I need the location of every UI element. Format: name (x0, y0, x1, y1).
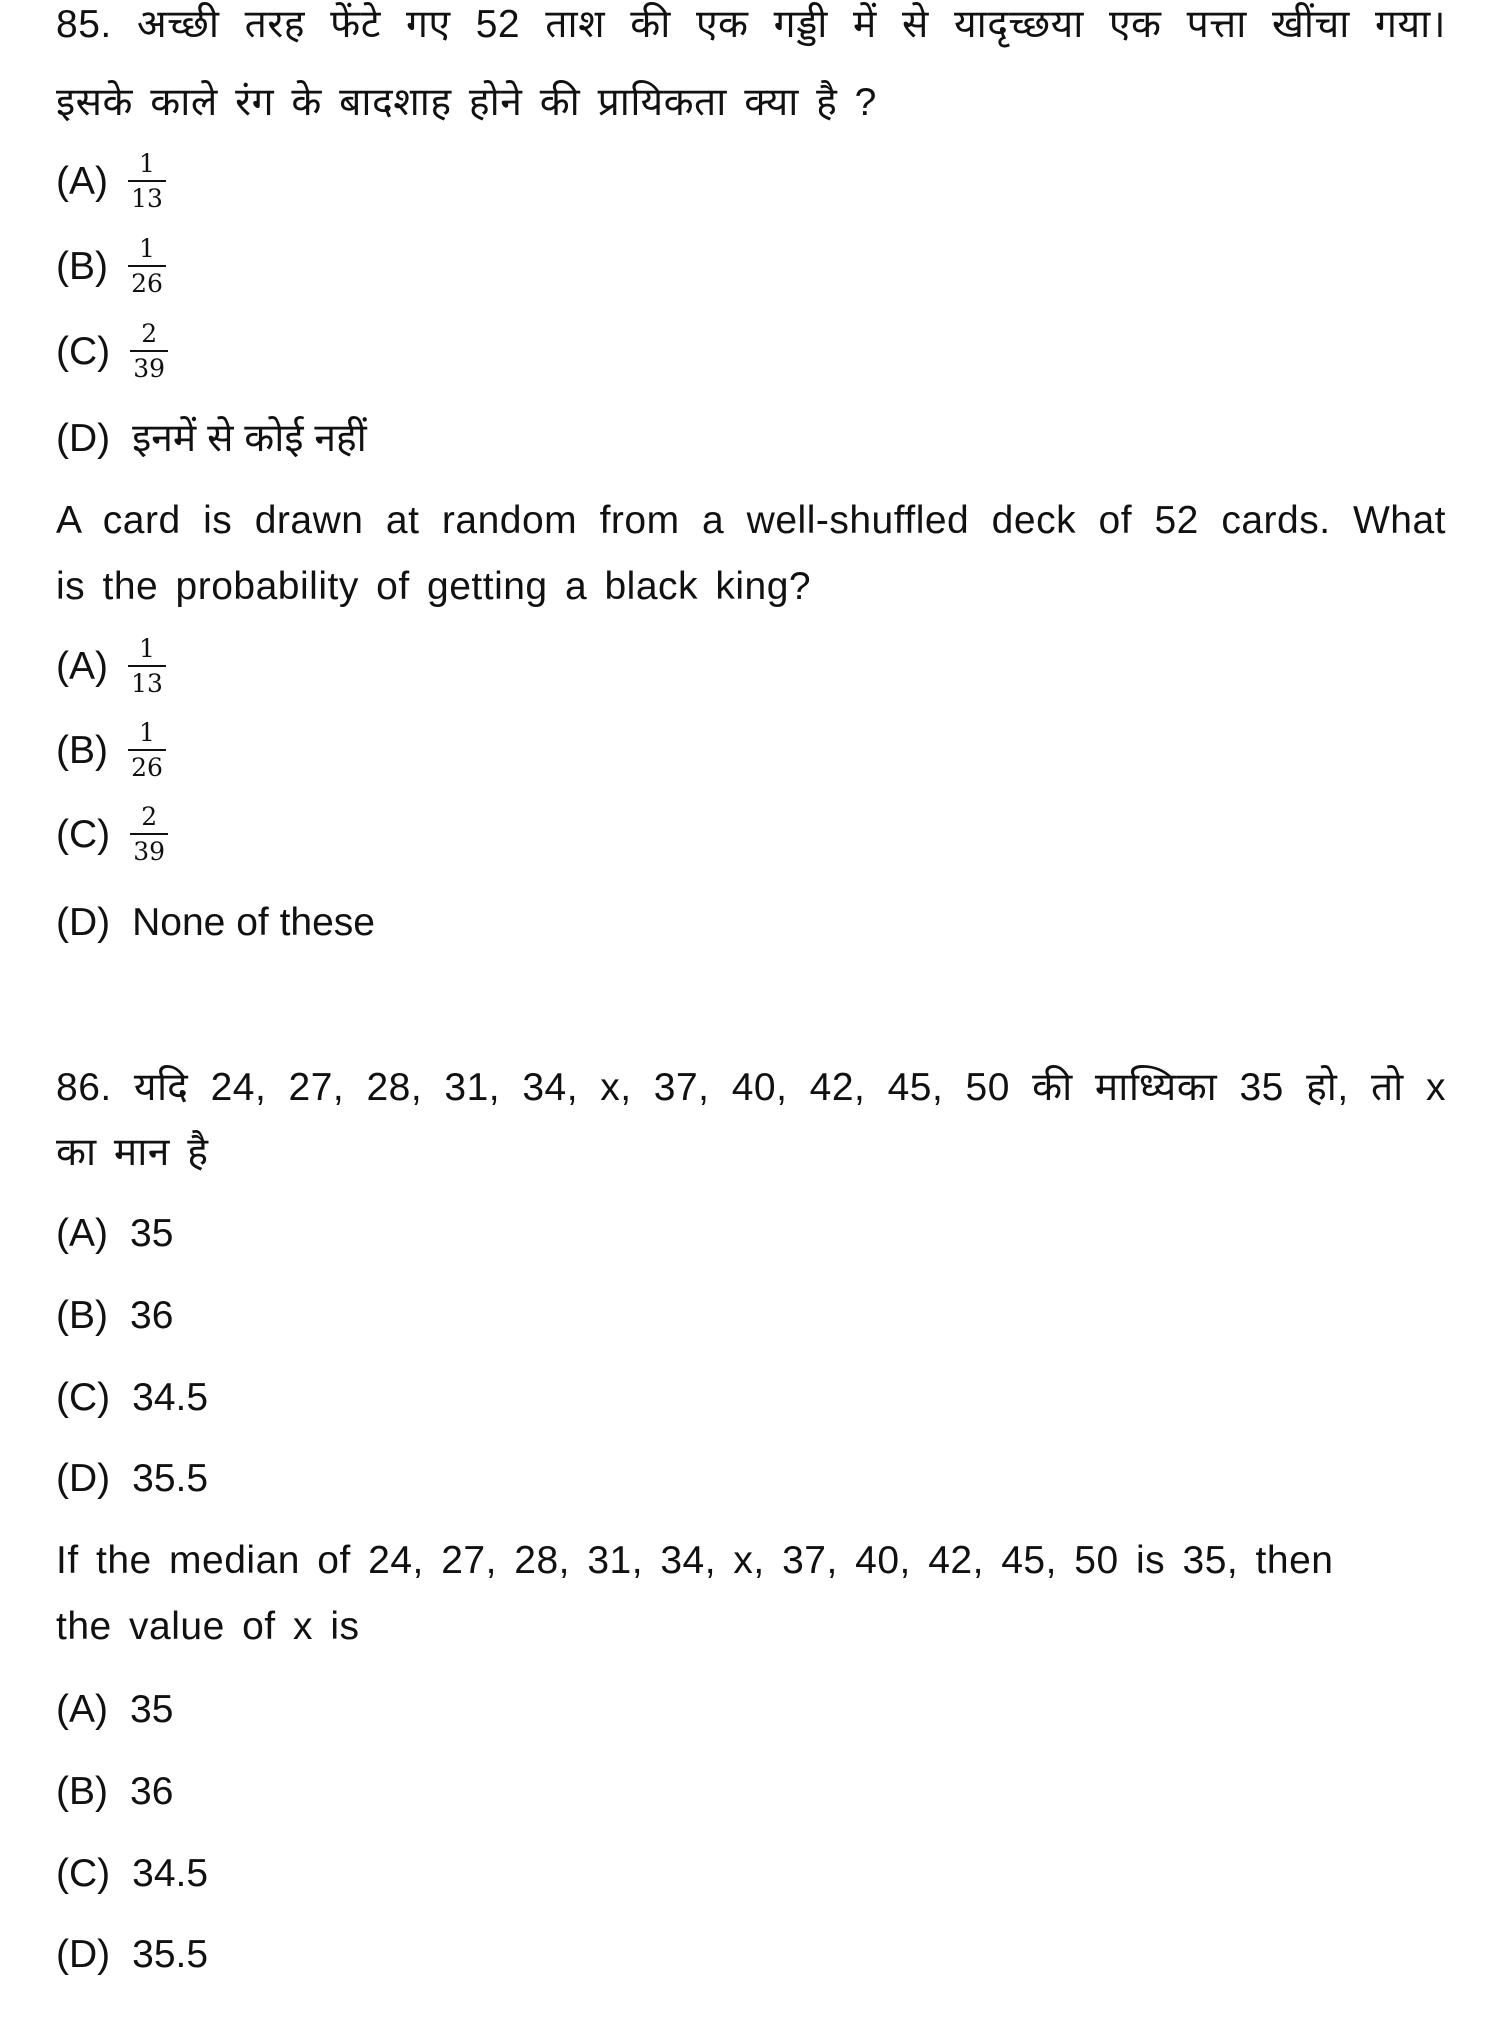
fraction (130, 320, 168, 383)
q85-english-option-b (56, 719, 166, 782)
q86-hindi-option-d (56, 1456, 208, 1502)
q86-english-stem-line2: the value of x is (56, 1605, 360, 1648)
fraction (128, 635, 166, 698)
option-text: 35.5 (132, 1933, 209, 1976)
option-label: (D) (56, 901, 111, 944)
denominator: 39 (133, 354, 166, 383)
option-label: (D) (56, 1457, 111, 1500)
q86-hindi-option-b (56, 1293, 173, 1339)
q85-hindi-option-a (56, 150, 166, 213)
option-label: (C) (56, 329, 111, 373)
q85-hindi-stem-line2: इसके काले रंग के बादशाह होने की प्रायिकता क्या है ? (56, 81, 877, 124)
q85-english-option-a (56, 635, 166, 698)
denominator: 26 (131, 753, 163, 782)
q86-hindi-option-c (56, 1375, 208, 1421)
denominator: 13 (131, 184, 163, 213)
denominator: 13 (131, 669, 163, 698)
fraction-bar (128, 749, 166, 751)
option-text: None of these (132, 901, 375, 944)
fraction-bar (130, 350, 168, 352)
option-text: 36 (130, 1770, 174, 1813)
option-label: (B) (56, 1770, 108, 1813)
numerator: 1 (139, 234, 155, 263)
q86-hindi-option-a (56, 1211, 173, 1257)
fraction-bar (128, 180, 166, 182)
option-label: (B) (56, 1294, 108, 1337)
option-label: (A) (56, 1212, 108, 1255)
option-text: 35 (130, 1212, 174, 1255)
option-text: 34.5 (132, 1376, 209, 1419)
q86-hindi-stem-line1: 86. यदि 24, 27, 28, 31, 34, x, 37, 40, 42, 45, 50 की माध्यिका 35 हो, तो x (56, 1066, 1446, 1109)
denominator: 26 (131, 269, 163, 298)
q86-english-option-b (56, 1769, 173, 1815)
q86-english-stem-line1: If the median of 24, 27, 28, 31, 34, x, 37, 40, 42, 45, 50 is 35, then (56, 1539, 1334, 1582)
numerator: 1 (139, 634, 155, 663)
numerator: 2 (141, 802, 158, 831)
option-label: (A) (56, 159, 108, 203)
option-label: (B) (56, 244, 108, 288)
q86-english-option-c (56, 1851, 208, 1897)
q85-hindi-stem-line1: 85. अच्छी तरह फेंटे गए 52 ताश की एक गड्डी में से यादृच्छया एक पत्ता खींचा गया। (56, 3, 1446, 46)
option-label: (C) (56, 1852, 111, 1895)
option-label: (B) (56, 728, 108, 772)
fraction (130, 803, 168, 866)
q85-english-stem-line1: A card is drawn at random from a well-shuffled deck of 52 cards. What (56, 499, 1446, 542)
q86-english-option-a (56, 1687, 173, 1733)
option-text: 34.5 (132, 1852, 209, 1895)
q85-hindi-option-d (56, 416, 367, 462)
option-label: (D) (56, 1933, 111, 1976)
q85-english-option-c (56, 803, 168, 866)
fraction-bar (128, 665, 166, 667)
q85-english-option-d (56, 900, 375, 946)
fraction (128, 235, 166, 298)
denominator: 39 (133, 837, 166, 866)
option-label: (C) (56, 1376, 111, 1419)
q85-english-stem-line2: is the probability of getting a black king? (56, 565, 812, 608)
q86-english-option-d (56, 1932, 208, 1978)
numerator: 1 (139, 718, 155, 747)
option-label: (A) (56, 644, 108, 688)
fraction-bar (128, 265, 166, 267)
fraction (128, 719, 166, 782)
q85-hindi-option-c (56, 320, 168, 383)
fraction-bar (130, 833, 168, 835)
q85-hindi-option-b (56, 235, 166, 298)
q86-hindi-stem-line2: का मान है (56, 1131, 209, 1174)
option-text: इनमें से कोई नहीं (132, 417, 367, 460)
fraction (128, 150, 166, 213)
option-text: 36 (130, 1294, 174, 1337)
option-text: 35 (130, 1688, 174, 1731)
option-label: (D) (56, 417, 111, 460)
option-label: (A) (56, 1688, 108, 1731)
numerator: 1 (139, 149, 155, 178)
option-label: (C) (56, 812, 111, 856)
option-text: 35.5 (132, 1457, 209, 1500)
numerator: 2 (141, 319, 158, 348)
